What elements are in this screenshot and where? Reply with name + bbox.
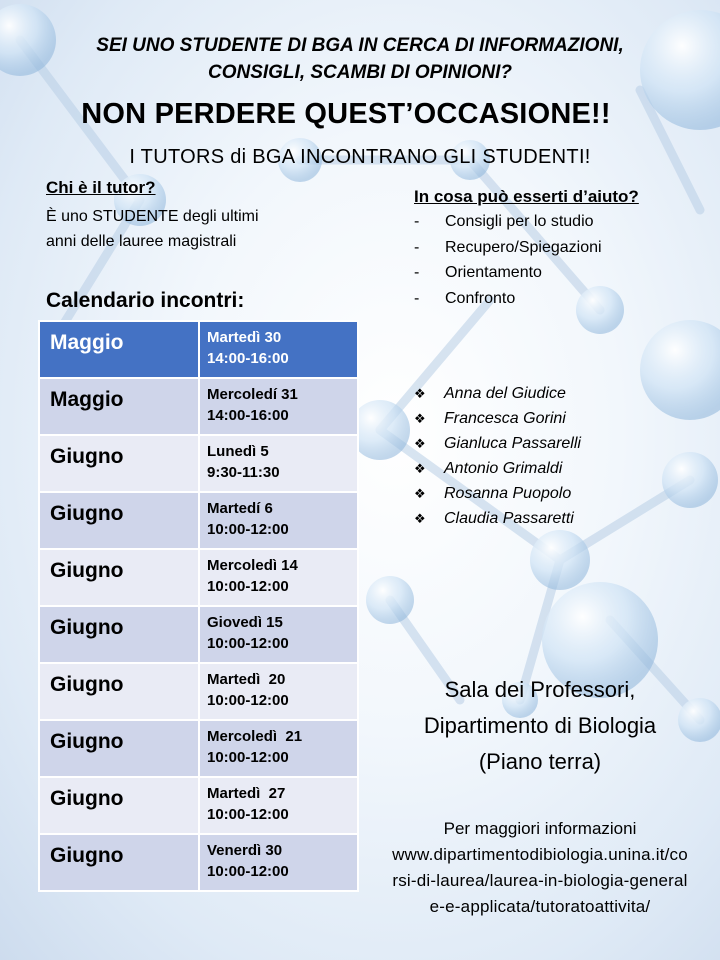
list-item — [414, 381, 581, 406]
venue-line-1: Sala dei Professori, — [444, 677, 636, 702]
calendar-table — [38, 320, 359, 892]
help-list — [414, 213, 602, 316]
table-row — [39, 549, 358, 606]
slot-time: 10:00-12:00 — [207, 749, 289, 766]
tutor-name: Claudia Passaretti — [444, 509, 574, 527]
slot-time: 10:00-12:00 — [207, 863, 289, 880]
tutor-name: Anna del Giudice — [444, 384, 566, 402]
diamond-bullet-icon: ❖ — [414, 435, 426, 451]
slot-cell — [199, 321, 358, 378]
slot-day: Martedì 20 — [207, 671, 286, 688]
slot-cell — [199, 492, 358, 549]
diamond-bullet-icon: ❖ — [414, 485, 426, 501]
slot-day: Mercoledì 21 — [207, 728, 303, 745]
list-item — [414, 506, 581, 531]
diamond-bullet-icon: ❖ — [414, 460, 426, 476]
list-item — [414, 456, 581, 481]
slot-cell — [199, 834, 358, 891]
slot-cell — [199, 378, 358, 435]
info-link[interactable]: www.dipartimentodibiologia.unina.it/corsi-di-laurea/laurea-in-biologia-generale-e-applicata/tutoratoattivita/ — [392, 845, 688, 916]
slot-cell — [199, 435, 358, 492]
help-item: - Consigli per lo studio — [414, 213, 602, 239]
slot-time: 10:00-12:00 — [207, 578, 289, 595]
slot-time: 14:00-16:00 — [207, 350, 289, 367]
table-row — [39, 834, 358, 891]
intro-line-1: SEI UNO STUDENTE DI BGA IN CERCA DI INFORMAZIONI, — [96, 35, 624, 56]
slot-day: Martedí 6 — [207, 500, 273, 517]
slot-cell — [199, 777, 358, 834]
intro-question — [20, 32, 700, 86]
help-item: - Orientamento — [414, 264, 602, 290]
slot-cell — [199, 549, 358, 606]
slot-day: Martedì 27 — [207, 785, 286, 802]
list-item — [414, 431, 581, 456]
slot-cell — [199, 606, 358, 663]
help-item-label: Recupero/Spiegazioni — [445, 238, 602, 256]
diamond-bullet-icon: ❖ — [414, 385, 426, 401]
slot-time: 10:00-12:00 — [207, 635, 289, 652]
month-cell: Giugno — [39, 777, 199, 834]
info-label: Per maggiori informazioni — [443, 819, 637, 838]
month-cell: Giugno — [39, 492, 199, 549]
slot-time: 10:00-12:00 — [207, 806, 289, 823]
slot-day: Lunedì 5 — [207, 443, 269, 460]
month-cell: Maggio — [39, 378, 199, 435]
info-block — [370, 816, 710, 920]
venue — [370, 672, 710, 780]
venue-line-3: (Piano terra) — [478, 749, 602, 774]
tutor-answer: È uno STUDENTE degli ultimi anni delle lauree magistrali — [46, 208, 259, 250]
month-cell: Giugno — [39, 663, 199, 720]
table-row — [39, 378, 358, 435]
help-title: In cosa può esserti d’aiuto? — [414, 187, 639, 206]
sub-headline: I TUTORS di BGA INCONTRANO GLI STUDENTI! — [129, 146, 591, 168]
table-row — [39, 720, 358, 777]
month-cell: Giugno — [39, 606, 199, 663]
venue-line-2: Dipartimento di Biologia — [423, 713, 657, 738]
tutor-name: Francesca Gorini — [444, 409, 566, 427]
tutor-name: Rosanna Puopolo — [444, 484, 572, 502]
help-item-label: Orientamento — [445, 264, 542, 282]
slot-cell — [199, 663, 358, 720]
tutor-name: Antonio Grimaldi — [444, 459, 563, 477]
slot-cell — [199, 720, 358, 777]
slot-day: Martedì 30 — [207, 329, 282, 346]
diamond-bullet-icon: ❖ — [414, 410, 426, 426]
slot-time: 10:00-12:00 — [207, 692, 289, 709]
table-row — [39, 321, 358, 378]
month-cell: Giugno — [39, 834, 199, 891]
month-cell: Giugno — [39, 720, 199, 777]
slot-day: Mercoledí 31 — [207, 386, 298, 403]
help-item-label: Confronto — [445, 290, 516, 308]
slot-day: Mercoledì 14 — [207, 557, 298, 574]
month-cell: Maggio — [39, 321, 199, 378]
slot-time: 14:00-16:00 — [207, 407, 289, 424]
slot-time: 9:30-11:30 — [207, 464, 280, 481]
table-row — [39, 606, 358, 663]
table-row — [39, 492, 358, 549]
help-item: - Confronto — [414, 290, 602, 316]
table-row — [39, 663, 358, 720]
list-item — [414, 481, 581, 506]
slot-day: Giovedì 15 — [207, 614, 283, 631]
month-cell: Giugno — [39, 435, 199, 492]
table-row — [39, 435, 358, 492]
month-cell: Giugno — [39, 549, 199, 606]
help-item: - Recupero/Spiegazioni — [414, 239, 602, 265]
tutor-name: Gianluca Passarelli — [444, 434, 581, 452]
diamond-bullet-icon: ❖ — [414, 510, 426, 526]
tutor-list — [414, 381, 581, 531]
slot-time: 10:00-12:00 — [207, 521, 289, 538]
main-headline: NON PERDERE QUEST’OCCASIONE!! — [81, 98, 611, 130]
list-item — [414, 406, 581, 431]
slot-day: Venerdì 30 — [207, 842, 283, 859]
table-row — [39, 777, 358, 834]
tutor-question: Chi è il tutor? — [46, 178, 156, 197]
calendar-title: Calendario incontri: — [46, 289, 245, 312]
help-item-label: Consigli per lo studio — [445, 213, 594, 230]
intro-line-2: CONSIGLI, SCAMBI DI OPINIONI? — [207, 62, 512, 83]
